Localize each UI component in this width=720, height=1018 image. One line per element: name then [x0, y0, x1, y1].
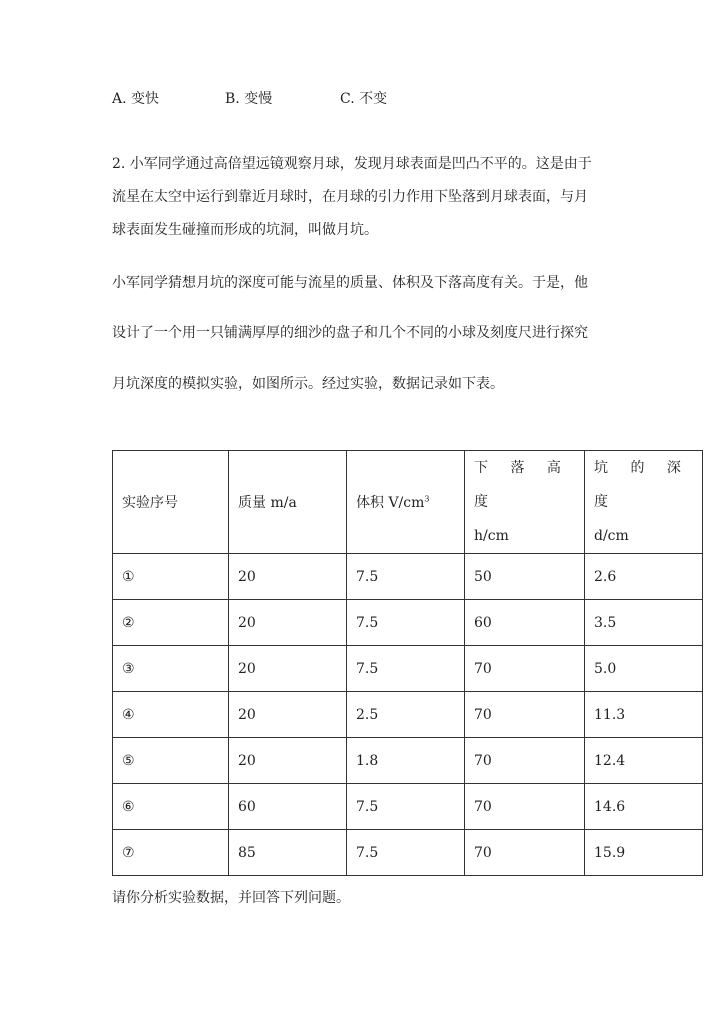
question-line: 2. 小军同学通过高倍望远镜观察月球，发现月球表面是凹凸不平的。这是由于	[112, 156, 592, 172]
table-cell: 60	[465, 600, 585, 646]
table-cell: 1.8	[347, 738, 465, 784]
table-cell: 20	[229, 554, 347, 600]
table-cell: 2.6	[585, 554, 703, 600]
table-row	[113, 692, 703, 738]
table-row	[113, 738, 703, 784]
table-cell: 15.9	[585, 830, 703, 876]
table-cell: 7.5	[347, 830, 465, 876]
table-cell: ①	[113, 554, 229, 600]
table-row	[113, 784, 703, 830]
option-c: C. 不变	[340, 91, 388, 107]
header-cell	[347, 451, 465, 554]
table-cell: ⑦	[113, 830, 229, 876]
table-cell: 7.5	[347, 600, 465, 646]
table-cell: 50	[465, 554, 585, 600]
footer-text: 请你分析实验数据，并回答下列问题。	[112, 890, 350, 906]
header-cell	[465, 451, 585, 554]
table-cell: ②	[113, 600, 229, 646]
table-row	[113, 600, 703, 646]
superscript: 3	[424, 494, 430, 504]
table-cell: 20	[229, 738, 347, 784]
table-cell: 60	[229, 784, 347, 830]
table-cell: 70	[465, 692, 585, 738]
table-cell: 85	[229, 830, 347, 876]
header-cell: 实验序号	[113, 451, 229, 554]
data-table	[112, 450, 703, 876]
option-a: A. 变快	[112, 91, 160, 107]
table-row	[113, 830, 703, 876]
question-line: 流星在太空中运行到靠近月球时，在月球的引力作用下坠落到月球表面，与月	[112, 189, 588, 205]
header-text: 体积 V/cm	[356, 495, 425, 511]
table-cell: ③	[113, 646, 229, 692]
table-cell: 5.0	[585, 646, 703, 692]
table-row	[113, 554, 703, 600]
header-text: 坑 的 深 度	[594, 460, 690, 510]
table-cell: 12.4	[585, 738, 703, 784]
table-cell: ⑥	[113, 784, 229, 830]
header-cell: 质量 m/a	[229, 451, 347, 554]
header-cell	[585, 451, 703, 554]
table-cell: ④	[113, 692, 229, 738]
table-row	[113, 646, 703, 692]
header-text: 下 落 高 度	[474, 460, 570, 510]
question-line: 设计了一个用一只铺满厚厚的细沙的盘子和几个不同的小球及刻度尺进行探究	[112, 325, 588, 341]
table-cell: 20	[229, 600, 347, 646]
option-b: B. 变慢	[225, 91, 273, 107]
question-line: 小军同学猜想月坑的深度可能与流星的质量、体积及下落高度有关。于是，他	[112, 275, 588, 291]
header-unit: d/cm	[594, 528, 629, 544]
table-cell: 20	[229, 692, 347, 738]
table-cell: 7.5	[347, 646, 465, 692]
table-cell: 7.5	[347, 784, 465, 830]
question-line: 月坑深度的模拟实验，如图所示。经过实验，数据记录如下表。	[112, 376, 504, 392]
question-line: 球表面发生碰撞而形成的坑洞，叫做月坑。	[112, 222, 378, 238]
table-cell: 70	[465, 830, 585, 876]
table-cell: 3.5	[585, 600, 703, 646]
table-cell: 70	[465, 784, 585, 830]
table-cell: 20	[229, 646, 347, 692]
table-cell: 11.3	[585, 692, 703, 738]
table-cell: 7.5	[347, 554, 465, 600]
table-cell: 70	[465, 646, 585, 692]
table-cell: ⑤	[113, 738, 229, 784]
table-cell: 14.6	[585, 784, 703, 830]
table-header	[113, 451, 703, 554]
table-cell: 70	[465, 738, 585, 784]
header-unit: h/cm	[474, 528, 509, 544]
table-cell: 2.5	[347, 692, 465, 738]
